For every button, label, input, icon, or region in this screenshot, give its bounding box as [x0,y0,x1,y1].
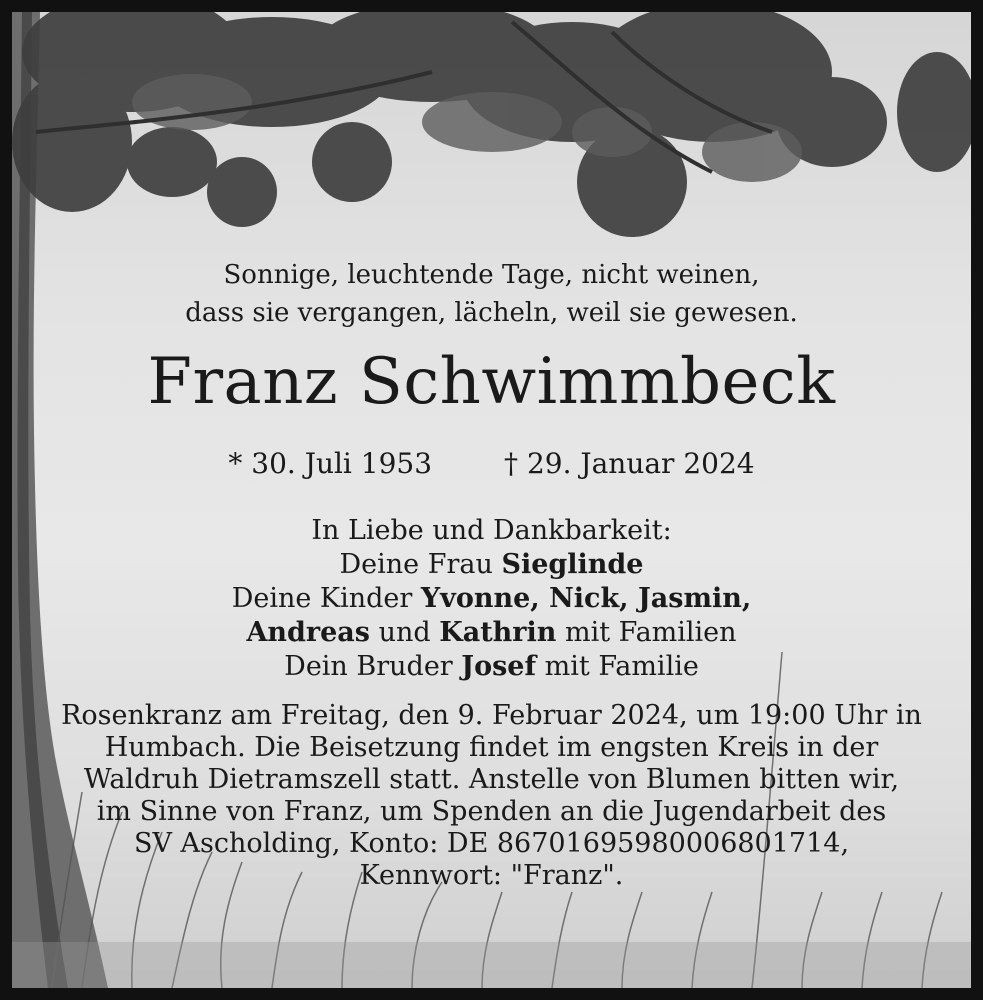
notice-line: SV Ascholding, Konto: DE 86701695980006801714, [133,828,850,859]
poem-line: dass sie vergangen, lächeln, weil sie gewesen. [185,298,798,328]
notice-line: Humbach. Die Beisetzung findet im engsten Kreis in der [104,732,879,763]
notice-line: Kennwort: "Franz". [359,860,624,891]
mourner-children: Deine Kinder Yvonne, Nick, Jasmin, [231,583,752,614]
deceased-name: Franz Schwimmbeck [147,345,836,419]
notice-line: Rosenkranz am Freitag, den 9. Februar 2024, um 19:00 Uhr in [61,700,922,731]
mourner-wife: Deine Frau Sieglinde [339,549,644,580]
birth-date: * 30. Juli 1953 [228,447,433,480]
service-notice [12,700,971,892]
poem-verse [12,256,971,332]
life-dates [12,444,971,484]
poem-line: Sonnige, leuchtende Tage, nicht weinen, [223,260,760,290]
mourners-list [12,514,971,684]
notice-line: im Sinne von Franz, um Spenden an die Jugendarbeit des [96,796,887,827]
mourners-intro: In Liebe und Dankbarkeit: [311,515,672,546]
mourner-brother: Dein Bruder Josef mit Familie [284,651,699,682]
death-date: † 29. Januar 2024 [504,447,755,480]
notice-line: Waldruh Dietramszell statt. Anstelle von Blumen bitten wir, [83,764,900,795]
mourner-children-cont: Andreas und Kathrin mit Familien [246,617,737,648]
